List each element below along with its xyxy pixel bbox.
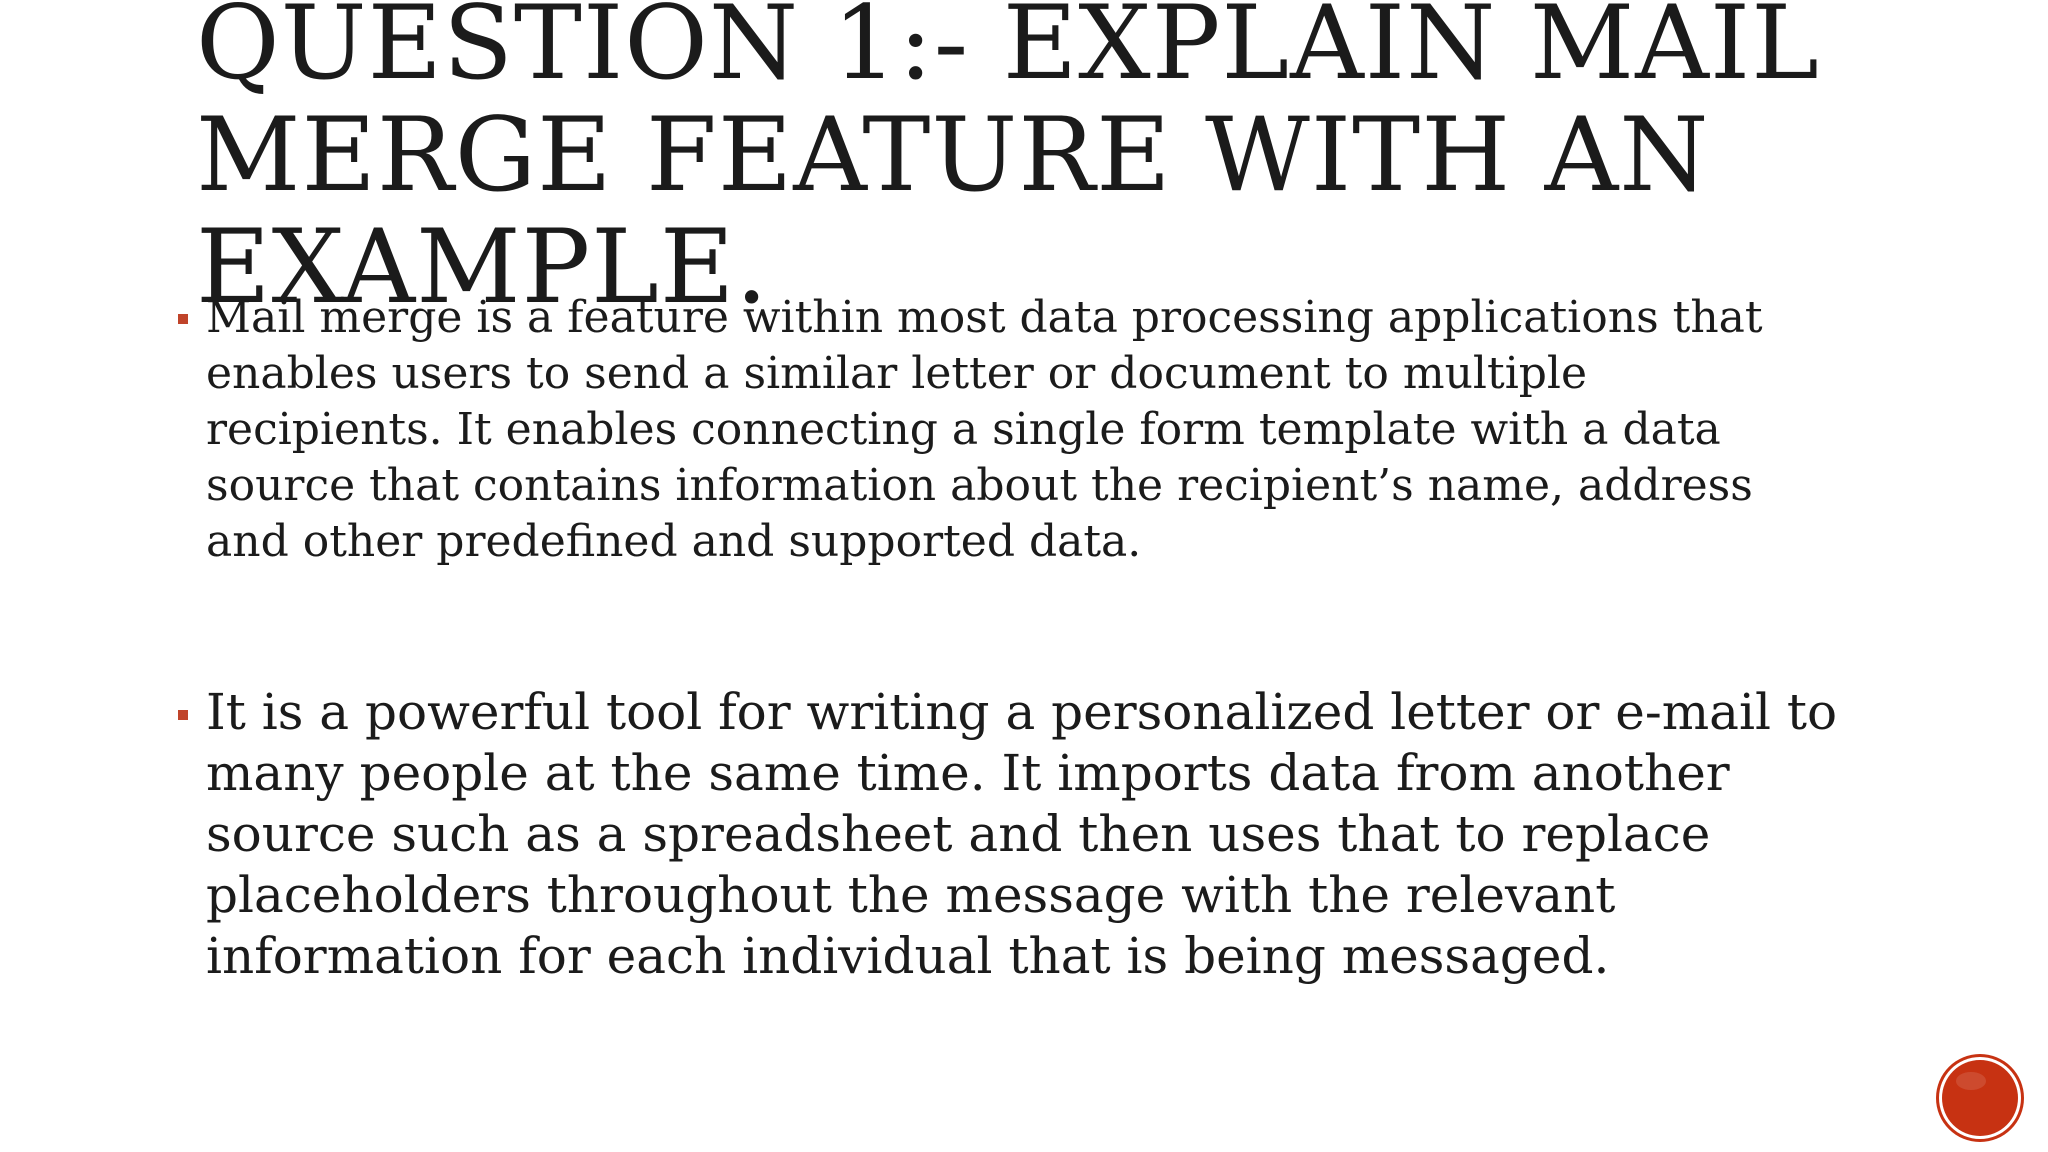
text-line: source that contains information about the recipient’s name, address (206, 460, 1753, 511)
text-line: Mail merge is a feature within most data processing applications that (206, 292, 1763, 343)
bullet-item (172, 290, 1892, 570)
text-line: placeholders throughout the message with the relevant (206, 866, 1616, 924)
text-line: many people at the same time. It imports data from another (206, 744, 1730, 802)
square-bullet-icon (178, 710, 188, 720)
text-line: recipients. It enables connecting a single form template with a data (206, 404, 1721, 455)
bullet-item (172, 682, 1892, 987)
slide-title (196, 0, 1896, 327)
bullet-text (206, 682, 1892, 987)
text-line: information for each individual that is being messaged. (206, 927, 1610, 985)
title-line: MERGE FEATURE WITH AN (196, 96, 1710, 215)
bullet-text (206, 290, 1892, 570)
text-line: source such as a spreadsheet and then uses that to replace (206, 805, 1711, 863)
title-line: QUESTION 1:- EXPLAIN MAIL (196, 0, 1820, 103)
text-line: It is a powerful tool for writing a personalized letter or e-mail to (206, 683, 1838, 741)
bullet-list (172, 290, 1892, 987)
title-line: EXAMPLE. (196, 208, 769, 327)
text-line: enables users to send a similar letter or document to multiple (206, 348, 1588, 399)
text-line: and other predefined and supported data. (206, 516, 1142, 567)
square-bullet-icon (178, 314, 188, 324)
circle-button-icon[interactable] (1942, 1060, 2018, 1136)
